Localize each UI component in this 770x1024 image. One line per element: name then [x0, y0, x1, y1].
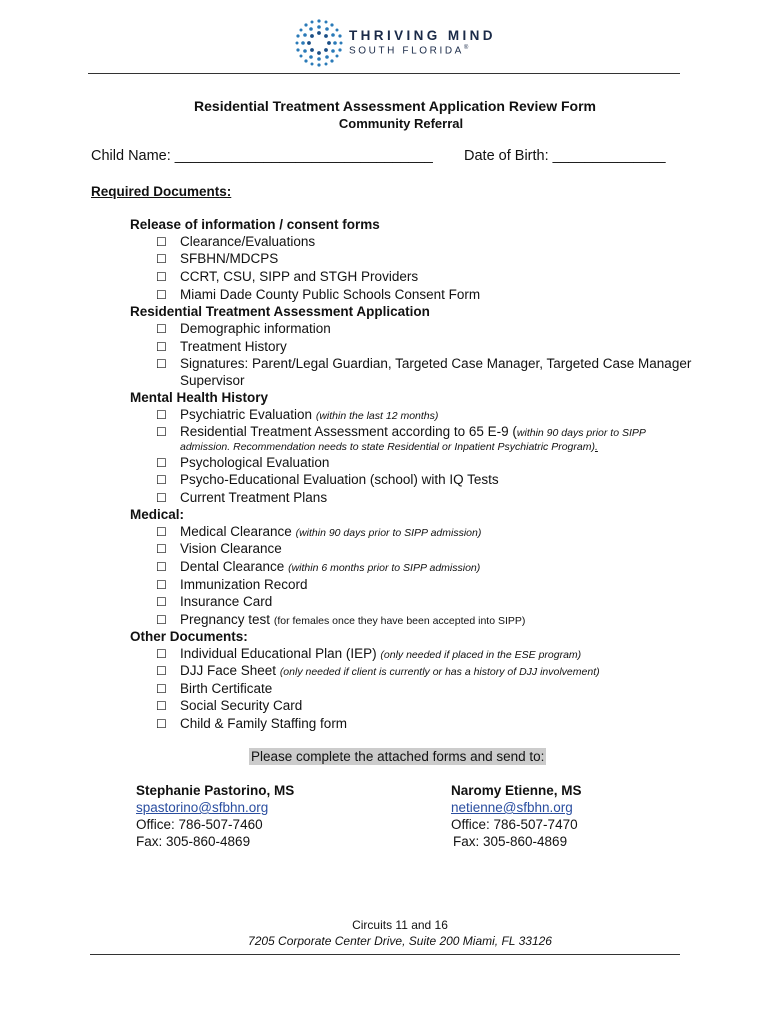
checkbox-icon: ☐	[156, 717, 167, 731]
checkbox-icon: ☐	[156, 340, 167, 354]
logo-subtitle: SOUTH FLORIDA®	[349, 45, 471, 57]
checkbox-icon: ☐	[156, 357, 167, 371]
section-rta-application: Residential Treatment Assessment Application	[130, 304, 430, 319]
checkbox-icon: ☐	[156, 408, 167, 422]
checkbox-icon: ☐	[156, 560, 167, 574]
list-item: ☐ Psychological Evaluation	[156, 455, 330, 470]
list-item: ☐ Immunization Record	[156, 577, 308, 592]
list-item: ☐ Vision Clearance	[156, 541, 282, 556]
list-item: ☐ Psychiatric Evaluation (within the last 12 months)	[156, 407, 439, 422]
form-subtitle: Community Referral	[338, 116, 464, 131]
list-item: ☐ Psycho-Educational Evaluation (school) with IQ Tests	[156, 472, 499, 487]
contact-name: Naromy Etienne, MS	[451, 783, 582, 798]
checkbox-icon: ☐	[156, 647, 167, 661]
form-title: Residential Treatment Assessment Application Review Form	[194, 98, 596, 114]
list-item: ☐ Current Treatment Plans	[156, 490, 328, 505]
contact-fax: Fax: 305-860-4869	[136, 834, 251, 849]
list-item: ☐ Clearance/Evaluations	[156, 234, 316, 249]
footer-address: 7205 Corporate Center Drive, Suite 200 Miami, FL 33126	[248, 934, 552, 948]
checkbox-icon: ☐	[156, 288, 167, 302]
date-of-birth-field: Date of Birth: ______________	[464, 148, 666, 164]
checkbox-icon: ☐	[156, 425, 167, 439]
checkbox-icon: ☐	[156, 491, 167, 505]
contact-email-link[interactable]: netienne@sfbhn.org	[451, 800, 573, 815]
list-item: ☐ Child & Family Staffing form	[156, 716, 348, 731]
list-item: ☐ Signatures: Parent/Legal Guardian, Targeted Case Manager, Targeted Case Manager	[156, 356, 692, 371]
checkbox-icon: ☐	[156, 682, 167, 696]
list-item: ☐ SFBHN/MDCPS	[156, 251, 279, 266]
list-item: ☐ Social Security Card	[156, 698, 303, 713]
checkbox-icon: ☐	[156, 664, 167, 678]
list-item: ☐ Residential Treatment Assessment according to 65 E-9 (within 90 days prior to SIPP	[156, 424, 646, 439]
section-medical: Medical:	[130, 507, 185, 522]
checkbox-icon: ☐	[156, 252, 167, 266]
contact-office: Office: 786-507-7470	[451, 817, 578, 832]
list-item: ☐ DJJ Face Sheet (only needed if client is currently or has a history of DJJ involvement)	[156, 663, 600, 678]
checkbox-icon: ☐	[156, 235, 167, 249]
contact-name: Stephanie Pastorino, MS	[136, 783, 295, 798]
logo	[293, 17, 513, 69]
checkbox-icon: ☐	[156, 270, 167, 284]
checkbox-icon: ☐	[156, 578, 167, 592]
list-item: ☐ Birth Certificate	[156, 681, 273, 696]
checkbox-icon: ☐	[156, 456, 167, 470]
required-documents-heading: Required Documents:	[91, 184, 232, 199]
list-item-continuation: admission. Recommendation needs to state Residential or Inpatient Psychiatric Program).	[180, 441, 598, 453]
checkbox-icon: ☐	[156, 322, 167, 336]
section-other-documents: Other Documents:	[130, 629, 248, 644]
list-item-continuation: Supervisor	[180, 373, 245, 388]
list-item: ☐ Individual Educational Plan (IEP) (only needed if placed in the ESE program)	[156, 646, 582, 661]
checkbox-icon: ☐	[156, 699, 167, 713]
checkbox-icon: ☐	[156, 613, 167, 627]
contact-office: Office: 786-507-7460	[136, 817, 263, 832]
contact-fax: Fax: 305-860-4869	[453, 834, 568, 849]
list-item: ☐ Dental Clearance (within 6 months prior to SIPP admission)	[156, 559, 481, 574]
contact-card	[451, 782, 582, 850]
logo-name: THRIVING MIND	[349, 28, 496, 43]
list-item: ☐ Insurance Card	[156, 594, 273, 609]
list-item: ☐ Medical Clearance (within 90 days prior to SIPP admission)	[156, 524, 482, 539]
checkbox-icon: ☐	[156, 595, 167, 609]
list-item: ☐ Miami Dade County Public Schools Consent Form	[156, 287, 481, 302]
child-name-field: Child Name: ________________________________	[91, 148, 433, 164]
checkbox-icon: ☐	[156, 542, 167, 556]
list-item: ☐ Demographic information	[156, 321, 331, 336]
checkbox-icon: ☐	[156, 473, 167, 487]
section-release: Release of information / consent forms	[130, 217, 380, 232]
instructions-banner: Please complete the attached forms and send to:	[251, 749, 545, 764]
contact-email-link[interactable]: spastorino@sfbhn.org	[136, 800, 269, 815]
footer-divider	[90, 954, 680, 955]
header-divider	[88, 73, 680, 74]
section-mental-health: Mental Health History	[130, 390, 269, 405]
thriving-mind-logo-mark	[293, 17, 345, 69]
list-item: ☐ Pregnancy test (for females once they have been accepted into SIPP)	[156, 612, 526, 627]
footer-circuits: Circuits 11 and 16	[352, 918, 448, 932]
checkbox-icon: ☐	[156, 525, 167, 539]
list-item: ☐ Treatment History	[156, 339, 287, 354]
list-item: ☐ CCRT, CSU, SIPP and STGH Providers	[156, 269, 419, 284]
contact-card	[136, 782, 294, 850]
